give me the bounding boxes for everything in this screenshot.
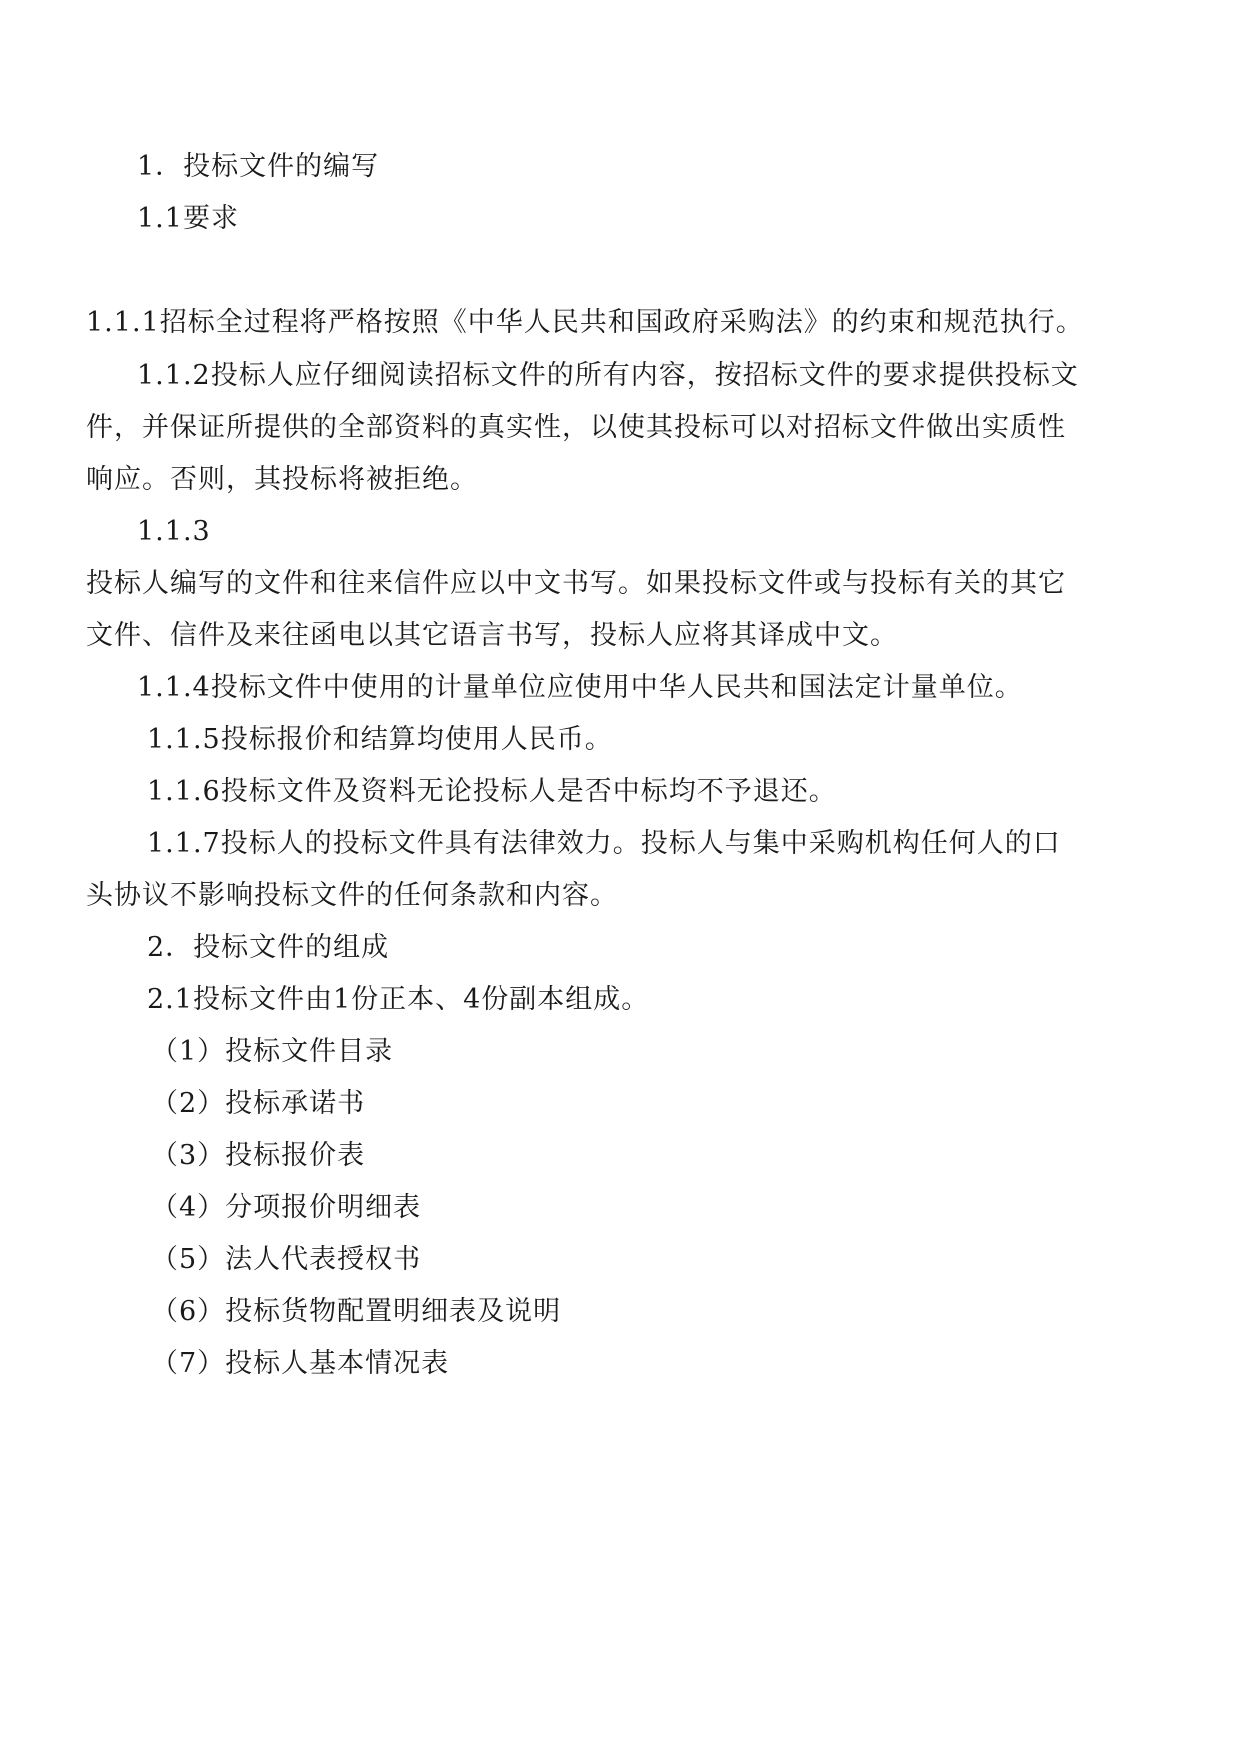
list-item: （2）投标承诺书 [151,1088,366,1119]
list-item: （4）分项报价明细表 [151,1192,422,1223]
paragraph-1-1-1: 1.1.1招标全过程将严格按照《中华人民共和国政府采购法》的约束和规范执行。 [86,307,1084,338]
paragraph-1-1-3-line-1: 投标人编写的文件和往来信件应以中文书写。如果投标文件或与投标有关的其它 [86,568,1066,599]
paragraph-1-1-2-line-2: 件，并保证所提供的全部资料的真实性，以使其投标可以对招标文件做出实质性 [86,412,1066,443]
paragraph-1-1-7-line-2: 头协议不影响投标文件的任何条款和内容。 [86,880,618,911]
section-2-heading: 2．投标文件的组成 [147,932,390,963]
paragraph-1-1-5: 1.1.5投标报价和结算均使用人民币。 [147,724,613,755]
list-item: （5）法人代表授权书 [151,1244,422,1275]
paragraph-1-1-3-label: 1.1.3 [137,516,211,547]
paragraph-1-1-2-line-1: 1.1.2投标人应仔细阅读招标文件的所有内容，按招标文件的要求提供投标文 [137,360,1079,391]
section-1-heading: 1．投标文件的编写 [137,151,380,182]
list-item: （1）投标文件目录 [151,1036,394,1067]
paragraph-1-1-4: 1.1.4投标文件中使用的计量单位应使用中华人民共和国法定计量单位。 [137,672,1023,703]
list-item: （3）投标报价表 [151,1140,366,1171]
paragraph-1-1-6: 1.1.6投标文件及资料无论投标人是否中标均不予退还。 [147,776,837,807]
paragraph-1-1-3-line-2: 文件、信件及来往函电以其它语言书写，投标人应将其译成中文。 [86,620,898,651]
paragraph-1-1-7-line-1: 1.1.7投标人的投标文件具有法律效力。投标人与集中采购机构任何人的口 [147,828,1061,859]
paragraph-1-1-2-line-3: 响应。否则，其投标将被拒绝。 [86,464,478,495]
list-item: （6）投标货物配置明细表及说明 [151,1296,562,1327]
section-2-1-paragraph: 2.1投标文件由1份正本、4份副本组成。 [147,984,650,1015]
list-item: （7）投标人基本情况表 [151,1348,450,1379]
section-1-1-heading: 1.1要求 [137,203,239,234]
